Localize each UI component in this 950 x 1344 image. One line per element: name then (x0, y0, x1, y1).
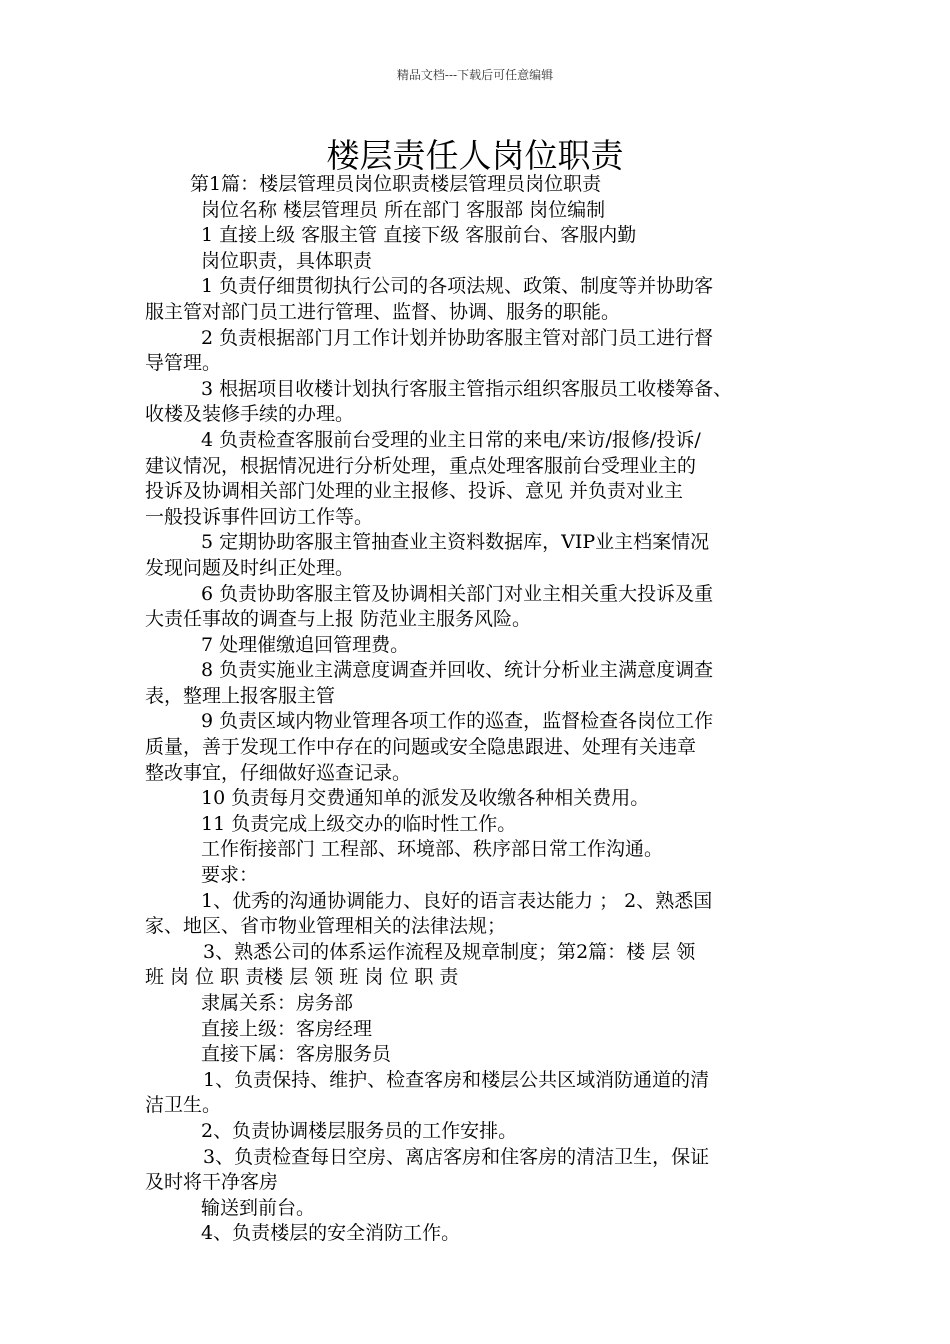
text-line: 及时将干净客房 (145, 1171, 279, 1194)
text-line: 2、负责协调楼层服务员的工作安排。 (201, 1119, 518, 1142)
text-line: 建议情况，根据情况进行分析处理，重点处理客服前台受理业主的 (145, 454, 697, 477)
text-line: 岗位职责，具体职责 (201, 249, 373, 272)
text-line: 发现问题及时纠正处理。 (145, 556, 355, 579)
document-title: 楼层责任人岗位职责 (326, 136, 624, 175)
text-line: 3、熟悉公司的体系运作流程及规章制度；第2篇：楼 层 领 (203, 940, 696, 963)
text-line: 1 直接上级 客服主管 直接下级 客服前台、客服内勤 (201, 224, 637, 247)
text-line: 工作衔接部门 工程部、环境部、秩序部日常工作沟通。 (201, 838, 664, 861)
text-line: 7 处理催缴追回管理费。 (201, 633, 410, 656)
text-line: 家、地区、省市物业管理相关的法律法规； (145, 915, 507, 938)
text-line: 输送到前台。 (201, 1196, 316, 1219)
text-line: 岗位名称 楼层管理员 所在部门 客服部 岗位编制 (201, 198, 606, 221)
text-line: 1、优秀的沟通协调能力、良好的语言表达能力 ； 2、熟悉国 (201, 889, 713, 912)
page-header: 精品文档---下载后可任意编辑 (396, 68, 554, 82)
text-line: 4、负责楼层的安全消防工作。 (201, 1222, 461, 1245)
text-line: 整改事宜，仔细做好巡查记录。 (145, 761, 412, 784)
text-line: 11 负责完成上级交办的临时性工作。 (201, 812, 517, 835)
text-line: 9 负责区域内物业管理各项工作的巡查，监督检查各岗位工作 (201, 710, 714, 733)
text-line: 2 负责根据部门月工作计划并协助客服主管对部门员工进行督 (201, 326, 714, 349)
text-line: 表，整理上报客服主管 (145, 684, 336, 707)
text-line: 大责任事故的调查与上报 防范业主服务风险。 (145, 608, 532, 631)
text-line: 1、负责保持、维护、检查客房和楼层公共区域消防通道的清 (203, 1068, 710, 1091)
text-line: 6 负责协助客服主管及协调相关部门对业主相关重大投诉及重 (201, 582, 714, 605)
text-line: 班 岗 位 职 责楼 层 领 班 岗 位 职 责 (145, 966, 459, 989)
text-line: 洁卫生。 (145, 1094, 222, 1117)
text-line: 1 负责仔细贯彻执行公司的各项法规、政策、制度等并协助客 (201, 275, 714, 298)
text-line: 第1篇：楼层管理员岗位职责楼层管理员岗位职责 (190, 173, 602, 195)
text-line: 5 定期协助客服主管抽查业主资料数据库，VIP业主档案情况 (201, 531, 710, 554)
text-line: 服主管对部门员工进行管理、监督、协调、服务的职能。 (145, 300, 621, 323)
text-line: 质量，善于发现工作中存在的问题或安全隐患跟进、处理有关违章 (145, 736, 697, 759)
text-line: 隶属关系：房务部 (201, 992, 354, 1014)
text-line: 直接下属：客房服务员 (201, 1043, 392, 1066)
text-line: 3 根据项目收楼计划执行客服主管指示组织客服员工收楼筹备、 (201, 377, 733, 400)
text-line: 8 负责实施业主满意度调查并回收、统计分析业主满意度调查 (201, 659, 714, 682)
text-line: 10 负责每月交费通知单的派发及收缴各种相关费用。 (201, 787, 650, 810)
text-line: 收楼及装修手续的办理。 (145, 403, 355, 426)
text-line: 4 负责检查客服前台受理的业主日常的来电/来访/报修/投诉/ (201, 428, 701, 451)
text-line: 要求： (201, 864, 259, 887)
text-line: 导管理。 (145, 352, 222, 375)
text-line: 投诉及协调相关部门处理的业主报修、投诉、意见 并负责对业主 (145, 480, 684, 503)
text-line: 一般投诉事件回访工作等。 (145, 505, 374, 528)
document-body (145, 172, 815, 1247)
text-line: 3、负责检查每日空房、离店客房和住客房的清洁卫生，保证 (203, 1145, 710, 1168)
text-line: 直接上级：客房经理 (201, 1017, 373, 1040)
